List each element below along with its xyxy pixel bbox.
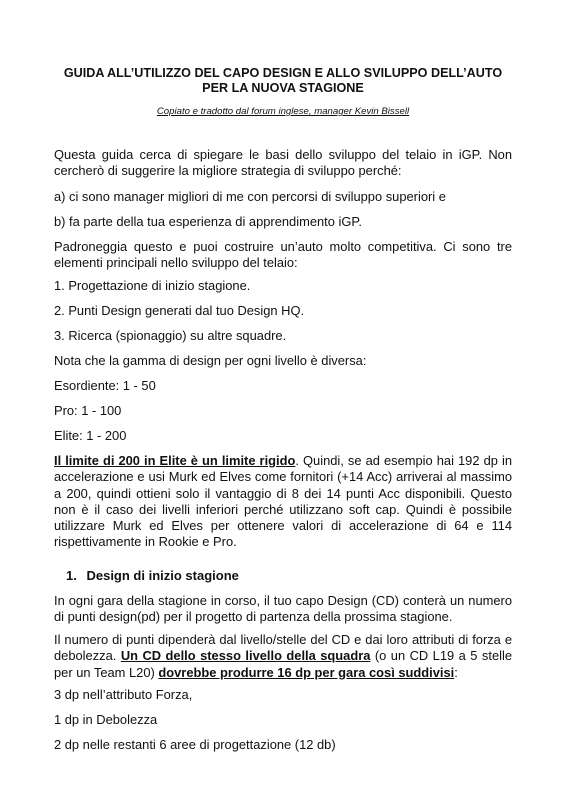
section-title: Design di inizio stagione (86, 568, 239, 583)
limit-emphasis: Il limite di 200 in Elite è un limite rigido (54, 453, 296, 468)
allocation-item: 1 dp in Debolezza (54, 712, 158, 727)
points-text-end: : (454, 664, 458, 680)
range-note: Nota che la gamma di design per ogni livello è diversa: (54, 353, 367, 368)
title-line-2: PER LA NUOVA STAGIONE (202, 81, 364, 95)
section-1-points-paragraph (54, 632, 512, 681)
section-1-paragraph: In ogni gara della stagione in corso, il tuo capo Design (CD) conterà un numero di punti design(pd) per il progetto di partenza della prossima stagione. (54, 593, 512, 625)
range-item: Esordiente: 1 - 50 (54, 378, 156, 393)
section-number: 1. (66, 568, 77, 583)
points-emphasis-1: Un CD dello stesso livello della squadra (120, 648, 371, 664)
reason-a: a) ci sono manager migliori di me con percorsi di sviluppo superiori e (54, 189, 446, 204)
section-1-heading (66, 568, 239, 584)
intro-paragraph: Questa guida cerca di spiegare le basi dello sviluppo del telaio in iGP. Non cercherò di suggerire la migliore strategia di sviluppo perché: (54, 147, 512, 179)
allocation-item: 2 dp nelle restanti 6 aree di progettazione (12 db) (54, 737, 336, 752)
range-item: Elite: 1 - 200 (54, 428, 127, 443)
master-paragraph: Padroneggia questo e puoi costruire un’auto molto competitiva. Ci sono tre elementi principali nello sviluppo del telaio: (54, 239, 512, 271)
title-line-1: GUIDA ALL’UTILIZZO DEL CAPO DESIGN E ALLO SVILUPPO DELL’AUTO (63, 66, 503, 80)
document-title (40, 66, 526, 96)
points-emphasis-2: dovrebbe produrre 16 dp per gara così suddivisi (158, 664, 455, 680)
allocation-item: 3 dp nell’attributo Forza, (54, 687, 193, 702)
element-item: 1. Progettazione di inizio stagione. (54, 278, 251, 293)
reason-b: b) fa parte della tua esperienza di apprendimento iGP. (54, 214, 362, 229)
limit-text: . Quindi, se ad esempio hai 192 dp in accelerazione e usi Murk ed Elves come fornitori (+14 Acc) arriverai al massimo a 200, quindi ottieni solo il vantaggio di 8 dei 14 punti Acc disponibili. Questo non è il caso dei livelli inferiori perché utilizzano soft cap. Quindi è possibile utilizzare Murk ed Elves per ottenere valori di accelerazione di 64 e 114 rispettivamente in Rookie e Pro. (54, 453, 513, 550)
element-item: 3. Ricerca (spionaggio) su altre squadre. (54, 328, 287, 343)
points-text-mid: (o un CD L19 a 5 stelle per un Team L20) (54, 648, 513, 680)
points-text-start: Il numero di punti dipenderà dal livello/stelle del CD e dai loro attributi di forza e debolezza. (54, 632, 512, 664)
document-subtitle: Copiato e tradotto dal forum inglese, manager Kevin Bissell (156, 106, 410, 117)
limit-paragraph (54, 453, 512, 551)
element-item: 2. Punti Design generati dal tuo Design HQ. (54, 303, 305, 318)
range-item: Pro: 1 - 100 (54, 403, 122, 418)
